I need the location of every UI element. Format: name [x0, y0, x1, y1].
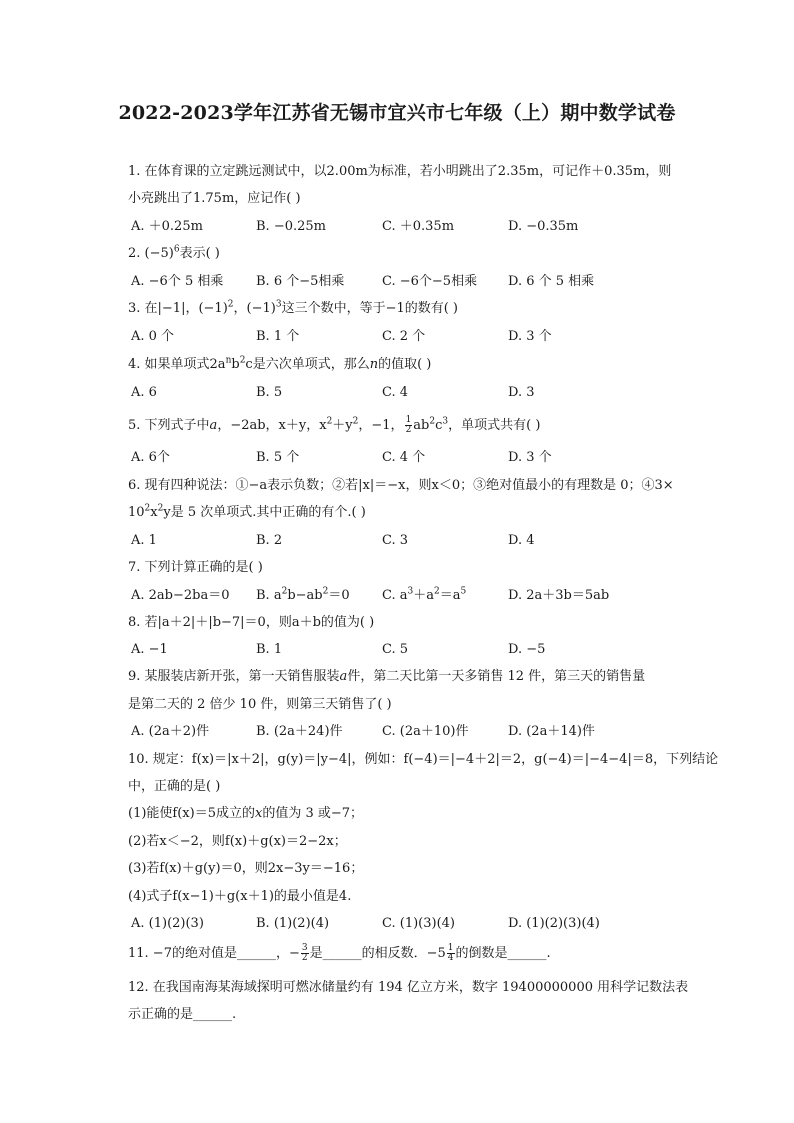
option-c[interactable]: C. −6个−5相乘: [382, 274, 478, 289]
option-b[interactable]: B. 2: [256, 533, 283, 548]
option-exponent: 2: [281, 586, 288, 597]
question-7: 7. 下列计算正确的是( ): [128, 560, 263, 575]
q6-text: y是 5 次单项式.其中正确的有个.( ): [163, 505, 366, 520]
q10-text: (1)能使f(x)＝5成立的: [128, 806, 255, 821]
option-text: ＝0: [328, 588, 350, 603]
question-4: [128, 356, 700, 374]
option-b[interactable]: B. 5 个: [256, 450, 300, 465]
q9-text: 件，第二天比第一天多销售 12 件，第三天的销售量: [347, 669, 646, 684]
q5-exponent: 2: [326, 416, 333, 427]
option-d[interactable]: D. (1)(2)(3)(4): [508, 916, 600, 931]
question-10-statement-3: (3)若f(x)＋g(y)＝0，则2x−3y＝−16；: [128, 861, 364, 876]
option-c[interactable]: C. (1)(3)(4): [382, 916, 455, 931]
question-6-line-1: 6. 现有四种说法：①−a表示负数；②若|x|＝−x，则x＜0；③绝对值最小的有理数是 0；④3×: [128, 478, 674, 493]
question-6-line-2: [128, 504, 700, 522]
option-d[interactable]: D. (2a＋14)件: [508, 724, 595, 739]
option-c[interactable]: C. 2 个: [382, 329, 426, 344]
q5-variable: a: [209, 418, 218, 433]
question-9-line-2: 是第二天的 2 倍少 10 件，则第三天销售了( ): [128, 697, 392, 712]
option-a[interactable]: A. (2a＋2)件: [131, 724, 210, 739]
q4-exponent: n: [225, 355, 232, 366]
q6-text: x: [150, 505, 158, 520]
option-text: C. a: [382, 588, 408, 603]
q3-text: 3. 在|−1|，(−1): [128, 301, 228, 316]
question-8: 8. 若|a＋2|＋|b−7|＝0，则a＋b的值为( ): [128, 615, 375, 630]
option-b[interactable]: B. −0.25m: [256, 219, 326, 234]
option-c[interactable]: C. 5: [382, 642, 409, 657]
q2-text: 2. (−5): [128, 246, 174, 261]
q6-exponent: 2: [157, 503, 164, 514]
q10-text: 的值为 3 或−7；: [262, 806, 364, 821]
option-d[interactable]: D. 2a＋3b＝5ab: [508, 588, 610, 603]
q3-text: ，(−1): [233, 301, 276, 316]
question-12-line-1: 12. 在我国南海某海域探明可燃冰储量约有 194 亿立方米，数字 19400000000 用科学记数法表: [128, 980, 689, 995]
fraction-denominator: 2: [301, 953, 308, 963]
option-c[interactable]: C. ＋0.35m: [382, 219, 455, 234]
fraction-denominator: 4: [447, 953, 454, 963]
question-10-statement-2: (2)若x＜−2，则f(x)＋g(x)＝2−2x；: [128, 834, 347, 849]
q5-exponent: 3: [442, 416, 449, 427]
option-d[interactable]: D. 3: [508, 385, 535, 400]
option-exponent: 2: [434, 586, 440, 597]
q5-fraction: [405, 416, 413, 435]
option-c[interactable]: C. 3: [382, 533, 409, 548]
option-a[interactable]: A. 2ab−2ba＝0: [131, 588, 230, 603]
page-title: 2022-2023学年江苏省无锡市宜兴市七年级（上）期中数学试卷: [118, 102, 676, 124]
question-10-line-1: 10. 规定：f(x)＝|x＋2|，g(y)＝|y−4|，例如：f(−4)＝|−4＋2|＝2，g(−4)＝|−4−4|＝8，下列结论: [128, 752, 719, 767]
option-d[interactable]: D. 4: [508, 533, 535, 548]
option-b[interactable]: B. 6 个−5相乘: [256, 274, 345, 289]
option-text: ＝a: [439, 588, 461, 603]
question-12-line-2: 示正确的是______.: [128, 1007, 237, 1022]
fraction-numerator: 3: [301, 943, 308, 953]
q9-text: 9. 某服装店新开张，第一天销售服装: [128, 669, 340, 684]
fraction-denominator: 2: [405, 425, 412, 435]
q4-text: b: [231, 357, 240, 372]
q3-exponent: 3: [275, 299, 282, 310]
q5-exponent: 2: [429, 416, 436, 427]
q10-variable: x: [254, 806, 263, 821]
question-1-line-1: 1. 在体育课的立定跳远测试中，以2.00m为标准，若小明跳出了2.35m，可记作＋0.35m，则: [128, 164, 672, 179]
question-10-statement-1: [128, 805, 700, 823]
q5-text: 5. 下列式子中: [128, 418, 210, 433]
option-d[interactable]: D. 6 个 5 相乘: [508, 274, 595, 289]
q4-exponent: 2: [239, 355, 246, 366]
q11-fraction: [301, 944, 309, 963]
option-c[interactable]: C. 4: [382, 385, 409, 400]
option-d[interactable]: D. 3 个: [508, 329, 552, 344]
option-text: b−ab: [287, 588, 323, 603]
q9-variable: a: [339, 669, 348, 684]
q4-variable: n: [369, 357, 379, 372]
option-b[interactable]: B. 1: [256, 642, 283, 657]
question-1-line-2: 小亮跳出了1.75m，应记作( ): [128, 191, 301, 206]
question-10-statement-4: (4)式子f(x−1)＋g(x＋1)的最小值是4.: [128, 889, 352, 904]
option-b[interactable]: [256, 587, 350, 605]
question-5: [128, 416, 700, 435]
option-b[interactable]: B. 5: [256, 385, 283, 400]
q5-text: ，−2ab，x＋y，x: [217, 418, 327, 433]
q3-text: 这三个数中，等于−1的数有( ): [281, 301, 459, 316]
option-c[interactable]: C. (2a＋10)件: [382, 724, 469, 739]
q11-fraction: [447, 944, 455, 963]
question-3: [128, 300, 700, 318]
option-exponent: 5: [460, 586, 467, 597]
fraction-numerator: 1: [447, 943, 454, 953]
option-exponent: 2: [322, 586, 329, 597]
option-d[interactable]: D. −5: [508, 642, 546, 657]
q4-text: 4. 如果单项式2a: [128, 357, 226, 372]
q11-text: 的倒数是______.: [455, 946, 551, 961]
q6-text: 10: [128, 505, 145, 520]
option-b[interactable]: B. (2a＋24)件: [256, 724, 343, 739]
q5-text: c: [435, 418, 443, 433]
option-a[interactable]: A. (1)(2)(3): [131, 916, 204, 931]
option-text: ＋a: [413, 588, 434, 603]
q2-exponent: 6: [173, 244, 180, 255]
fraction-numerator: 1: [405, 415, 412, 425]
q5-text: ，单项式共有( ): [448, 418, 541, 433]
question-9-line-1: [128, 668, 700, 686]
option-a[interactable]: A. −1: [131, 642, 168, 657]
option-d[interactable]: D. 3 个: [508, 450, 552, 465]
option-d[interactable]: D. −0.35m: [508, 219, 579, 234]
option-c[interactable]: [382, 587, 466, 605]
option-b[interactable]: B. (1)(2)(4): [256, 916, 330, 931]
option-a[interactable]: A. 0 个: [131, 329, 175, 344]
option-a[interactable]: A. 1: [131, 533, 157, 548]
q4-text: 的值取( ): [378, 357, 432, 372]
q11-text: 11. −7的绝对值是______，−: [128, 946, 300, 961]
option-a[interactable]: A. 6: [131, 385, 157, 400]
option-c[interactable]: C. 4 个: [382, 450, 426, 465]
question-11: [128, 944, 700, 963]
option-b[interactable]: B. 1 个: [256, 329, 300, 344]
q5-text: ＋y: [332, 418, 353, 433]
q2-text: 表示( ): [179, 246, 220, 261]
option-a[interactable]: A. ＋0.25m: [131, 219, 203, 234]
option-text: B. a: [256, 588, 282, 603]
option-exponent: 3: [407, 586, 414, 597]
q11-text: 是______的相反数．−5: [309, 946, 446, 961]
option-a[interactable]: A. 6个: [131, 450, 170, 465]
question-2: [128, 245, 700, 263]
q5-text: ，−1，: [358, 418, 404, 433]
q4-text: c是六次单项式，那么: [245, 357, 370, 372]
q5-text: ab: [413, 418, 430, 433]
question-10-line-2: 中，正确的是( ): [128, 779, 221, 794]
option-a[interactable]: A. −6个 5 相乘: [131, 274, 224, 289]
q5-exponent: 2: [352, 416, 359, 427]
q3-exponent: 2: [227, 299, 234, 310]
q6-exponent: 2: [144, 503, 151, 514]
